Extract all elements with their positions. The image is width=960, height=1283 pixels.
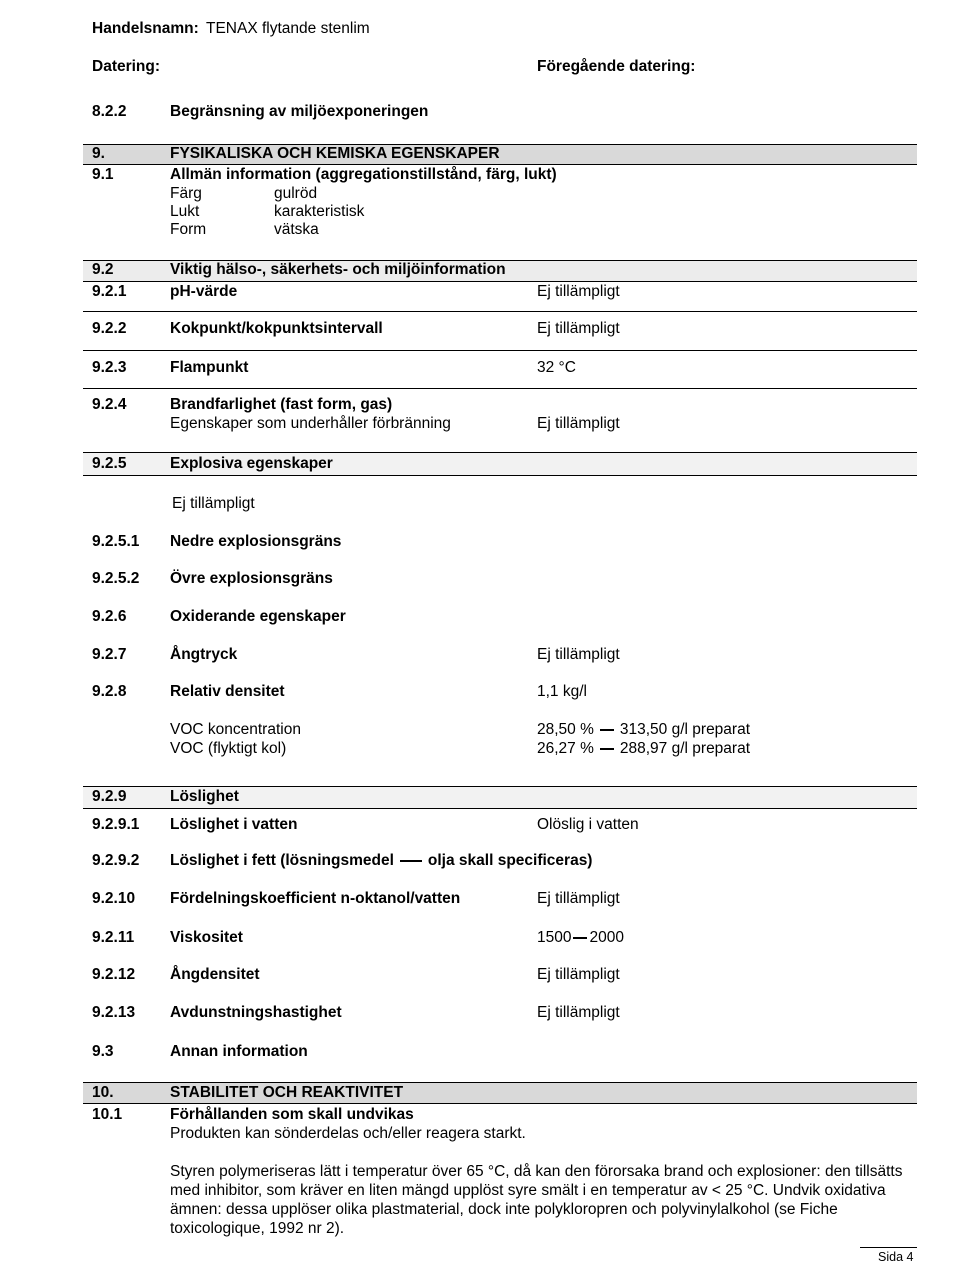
section-paragraph: Styren polymeriseras lätt i temperatur över 65 °C, då kan den förorsaka brand och explosioner: den tillsätts med inhibitor, som kräver en liten mängd upplöst syre smält i en temperatur av < 25 °C. Undvik oxidativa ämnen: dessa upplöser olika plastmaterial, dock inte polykloropren och polyvinylalkohol (se Fiche toxicologique, 1992 nr 2). bbox=[170, 1163, 903, 1237]
section-9-number: 9. bbox=[92, 145, 105, 162]
prop-label: Fördelningskoefficient n-oktanol/vatten bbox=[170, 890, 461, 907]
prop-label: Avdunstningshastighet bbox=[170, 1004, 342, 1021]
prop-number: 9.2.9.2 bbox=[92, 852, 140, 869]
prop-sublabel: Egenskaper som underhåller förbränning bbox=[170, 415, 451, 432]
prop-number: 9.2.10 bbox=[92, 890, 136, 907]
prop-value: 32 °C bbox=[537, 359, 576, 376]
trade-name-value: TENAX flytande stenlim bbox=[206, 20, 370, 37]
prop-value: Ej tillämpligt bbox=[537, 320, 620, 337]
prop-label: Löslighet i vatten bbox=[170, 816, 298, 833]
section-9-title: FYSIKALISKA OCH KEMISKA EGENSKAPER bbox=[170, 145, 500, 162]
prop-number: 9.2.1 bbox=[92, 283, 127, 300]
prop-value: 1,1 kg/l bbox=[537, 683, 587, 700]
trade-name-label: Handelsnamn: bbox=[92, 20, 199, 37]
voc-concentration-label: VOC koncentration bbox=[170, 721, 301, 738]
prop-label: Ångdensitet bbox=[170, 966, 260, 983]
odor-value: karakteristisk bbox=[274, 203, 365, 220]
prop-label: Löslighet i fett (lösningsmedel olja skall specificeras) bbox=[170, 852, 593, 869]
prop-number: 9.2.3 bbox=[92, 359, 127, 376]
prop-value: Ej tillämpligt bbox=[537, 283, 620, 300]
prop-label: Annan information bbox=[170, 1043, 308, 1060]
prop-label: Explosiva egenskaper bbox=[170, 455, 333, 472]
prop-number: 9.2.12 bbox=[92, 966, 136, 983]
row-divider bbox=[83, 350, 917, 351]
voc-carbon-label: VOC (flyktigt kol) bbox=[170, 740, 287, 757]
section-number: 9.1 bbox=[92, 166, 114, 183]
row-divider bbox=[83, 388, 917, 389]
prop-number: 9.2.2 bbox=[92, 320, 127, 337]
prop-number: 9.2.4 bbox=[92, 396, 127, 413]
prop-number: 9.2.5.1 bbox=[92, 533, 140, 550]
prop-number: 9.2.5.2 bbox=[92, 570, 140, 587]
prop-label: Ångtryck bbox=[170, 646, 238, 663]
prop-value: 1500 2000 bbox=[537, 929, 624, 946]
prop-label: Flampunkt bbox=[170, 359, 249, 376]
prop-number: 9.2.7 bbox=[92, 646, 127, 663]
prop-number: 9.3 bbox=[92, 1043, 114, 1060]
section-title: Viktig hälso-, säkerhets- och miljöinformation bbox=[170, 261, 506, 278]
section-title: Begränsning av miljöexponeringen bbox=[170, 103, 429, 120]
prop-label: pH-värde bbox=[170, 283, 238, 300]
section-title: Allmän information (aggregationstillstånd, färg, lukt) bbox=[170, 166, 557, 183]
prop-label: Kokpunkt/kokpunktsintervall bbox=[170, 320, 383, 337]
section-title: Förhållanden som skall undvikas bbox=[170, 1106, 414, 1123]
prop-number: 9.2.9 bbox=[92, 788, 127, 805]
prop-number: 9.2.8 bbox=[92, 683, 127, 700]
prop-number: 9.2.11 bbox=[92, 929, 135, 946]
color-label: Färg bbox=[170, 185, 202, 202]
prop-label: Oxiderande egenskaper bbox=[170, 608, 346, 625]
prop-label: Brandfarlighet (fast form, gas) bbox=[170, 396, 393, 413]
prop-number: 9.2.5 bbox=[92, 455, 127, 472]
prop-value: Ej tillämpligt bbox=[537, 415, 620, 432]
form-value: vätska bbox=[274, 221, 319, 238]
prop-label: Nedre explosionsgräns bbox=[170, 533, 342, 550]
section-10-number: 10. bbox=[92, 1084, 114, 1101]
prop-label: Relativ densitet bbox=[170, 683, 285, 700]
prop-note: Ej tillämpligt bbox=[172, 495, 255, 512]
prop-value: Ej tillämpligt bbox=[537, 1004, 620, 1021]
color-value: gulröd bbox=[274, 185, 318, 202]
section-number: 10.1 bbox=[92, 1106, 123, 1123]
prop-value: Olöslig i vatten bbox=[537, 816, 639, 833]
section-10-title: STABILITET OCH REAKTIVITET bbox=[170, 1084, 404, 1101]
prop-number: 9.2.9.1 bbox=[92, 816, 140, 833]
previous-date-label: Föregående datering: bbox=[537, 58, 696, 75]
prop-value: Ej tillämpligt bbox=[537, 646, 620, 663]
section-number: 9.2 bbox=[92, 261, 114, 278]
prop-number: 9.2.6 bbox=[92, 608, 127, 625]
prop-value: Ej tillämpligt bbox=[537, 966, 620, 983]
section-number: 8.2.2 bbox=[92, 103, 127, 120]
prop-label: Övre explosionsgräns bbox=[170, 570, 333, 587]
prop-number: 9.2.13 bbox=[92, 1004, 136, 1021]
prop-label: Löslighet bbox=[170, 788, 239, 805]
section-text: Produkten kan sönderdelas och/eller reagera starkt. bbox=[170, 1125, 526, 1142]
odor-label: Lukt bbox=[170, 203, 200, 220]
voc-carbon-value: 26,27 % 288,97 g/l preparat bbox=[537, 740, 751, 757]
page-number: Sida 4 bbox=[878, 1250, 914, 1264]
form-label: Form bbox=[170, 221, 207, 238]
prop-value: Ej tillämpligt bbox=[537, 890, 620, 907]
row-divider bbox=[83, 311, 917, 312]
date-label: Datering: bbox=[92, 58, 161, 75]
voc-concentration-value: 28,50 % 313,50 g/l preparat bbox=[537, 721, 751, 738]
prop-label: Viskositet bbox=[170, 929, 243, 946]
